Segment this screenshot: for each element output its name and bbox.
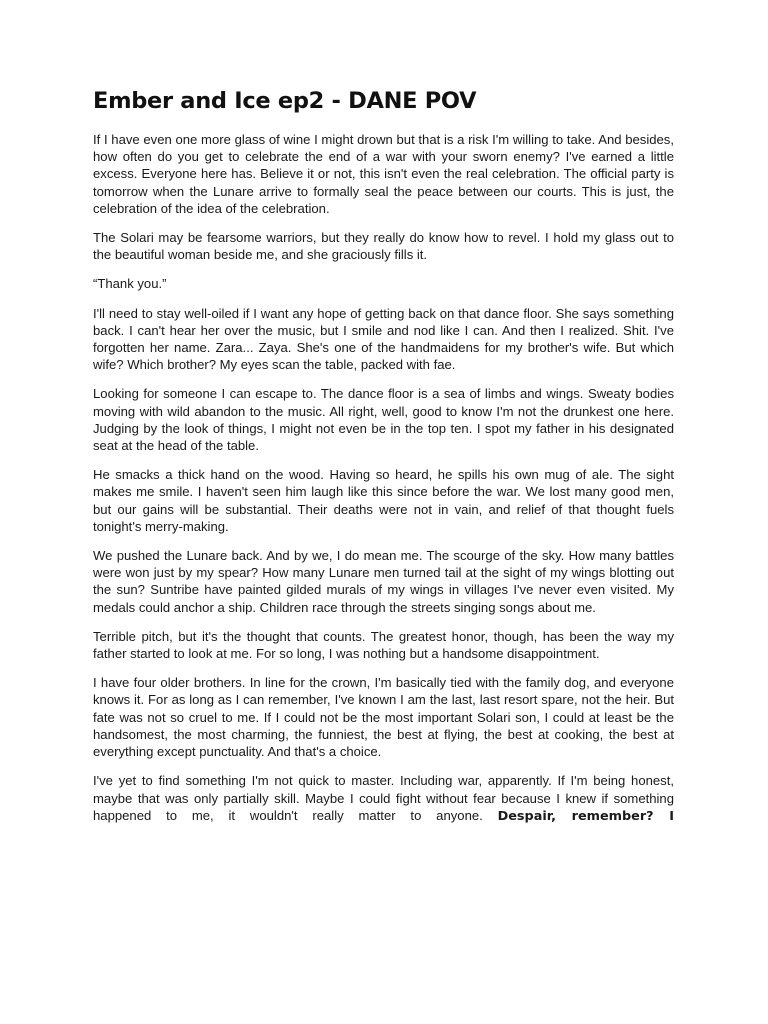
paragraph-8: Terrible pitch, but it's the thought that counts. The greatest honor, though, has been the way my father started to look at me. For so long, I was nothing but a handsome disappointment. [93,628,674,662]
paragraph-9: I have four older brothers. In line for the crown, I'm basically tied with the family dog, and everyone knows it. For as long as I can remember, I've known I am the last, last resort spare, not the heir. But fate was not so cruel to me. If I could not be the most important Solari son, I could at least be the handsomest, the most charming, the funniest, the best at flying, the best at cooking, the best at everything except punctuality. And that's a choice. [93,675,674,760]
paragraph-2: The Solari may be fearsome warriors, but they really do know how to revel. I hold my glass out to the beautiful woman beside me, and she graciously fills it. [93,230,674,263]
document-page [93,88,674,837]
document-title: Ember and Ice ep2 - DANE POV [93,88,477,114]
paragraph-3: “Thank you.” [93,276,167,292]
paragraph-5: Looking for someone I can escape to. The dance floor is a sea of limbs and wings. Sweaty bodies moving with wild abandon to the music. All right, well, good to know I'm not the drunkest one here. Judging by the look of things, I might not even be in the top ten. I spot my father in his designated seat at the head of the table. [93,386,674,454]
paragraph-7: We pushed the Lunare back. And by we, I do mean me. The scourge of the sky. How many battles were won just by my spear? How many Lunare men turned tail at the sight of my wings blotting out the sun? Suntribe have painted gilded murals of my wings in villages I've never even visited. My medals could anchor a ship. Children race through the streets singing songs about me. [93,548,674,615]
paragraph-6: He smacks a thick hand on the wood. Having so heard, he spills his own mug of ale. The sight makes me smile. I haven't seen him laugh like this since before the war. We lost many good men, but our gains will be substantial. Their deaths were not in vain, and relief of that thought fuels tonight's merry-making. [93,467,674,534]
paragraph-1: If I have even one more glass of wine I might drown but that is a risk I'm willing to take. And besides, how often do you get to celebrate the end of a war with your sworn enemy? I've earned a little excess. Everyone here has. Believe it or not, this isn't even the real celebration. The official party is tomorrow when the Lunare arrive to formally seal the peace between our courts. This is just, the celebration of the idea of the celebration. [93,132,674,216]
paragraph-4: I'll need to stay well-oiled if I want any hope of getting back on that dance floor. She says something back. I can't hear her over the music, but I smile and nod like I can. And then I realized. Shit. I've forgotten her name. Zara... Zaya. She's one of the handmaidens for my brother's wife. But which wife? Which brother? My eyes scan the table, packed with fae. [93,305,674,373]
paragraph-10-bold-tail: Despair, remember? I [497,808,674,824]
paragraph-10-text: I've yet to find something I'm not quick to master. Including war, apparently. If I'm being honest, maybe that was only partially skill. Maybe I could fight without fear because I knew if something happened to me, it wouldn't really matter to anyone. [93,773,674,823]
paragraph-10 [93,772,674,825]
